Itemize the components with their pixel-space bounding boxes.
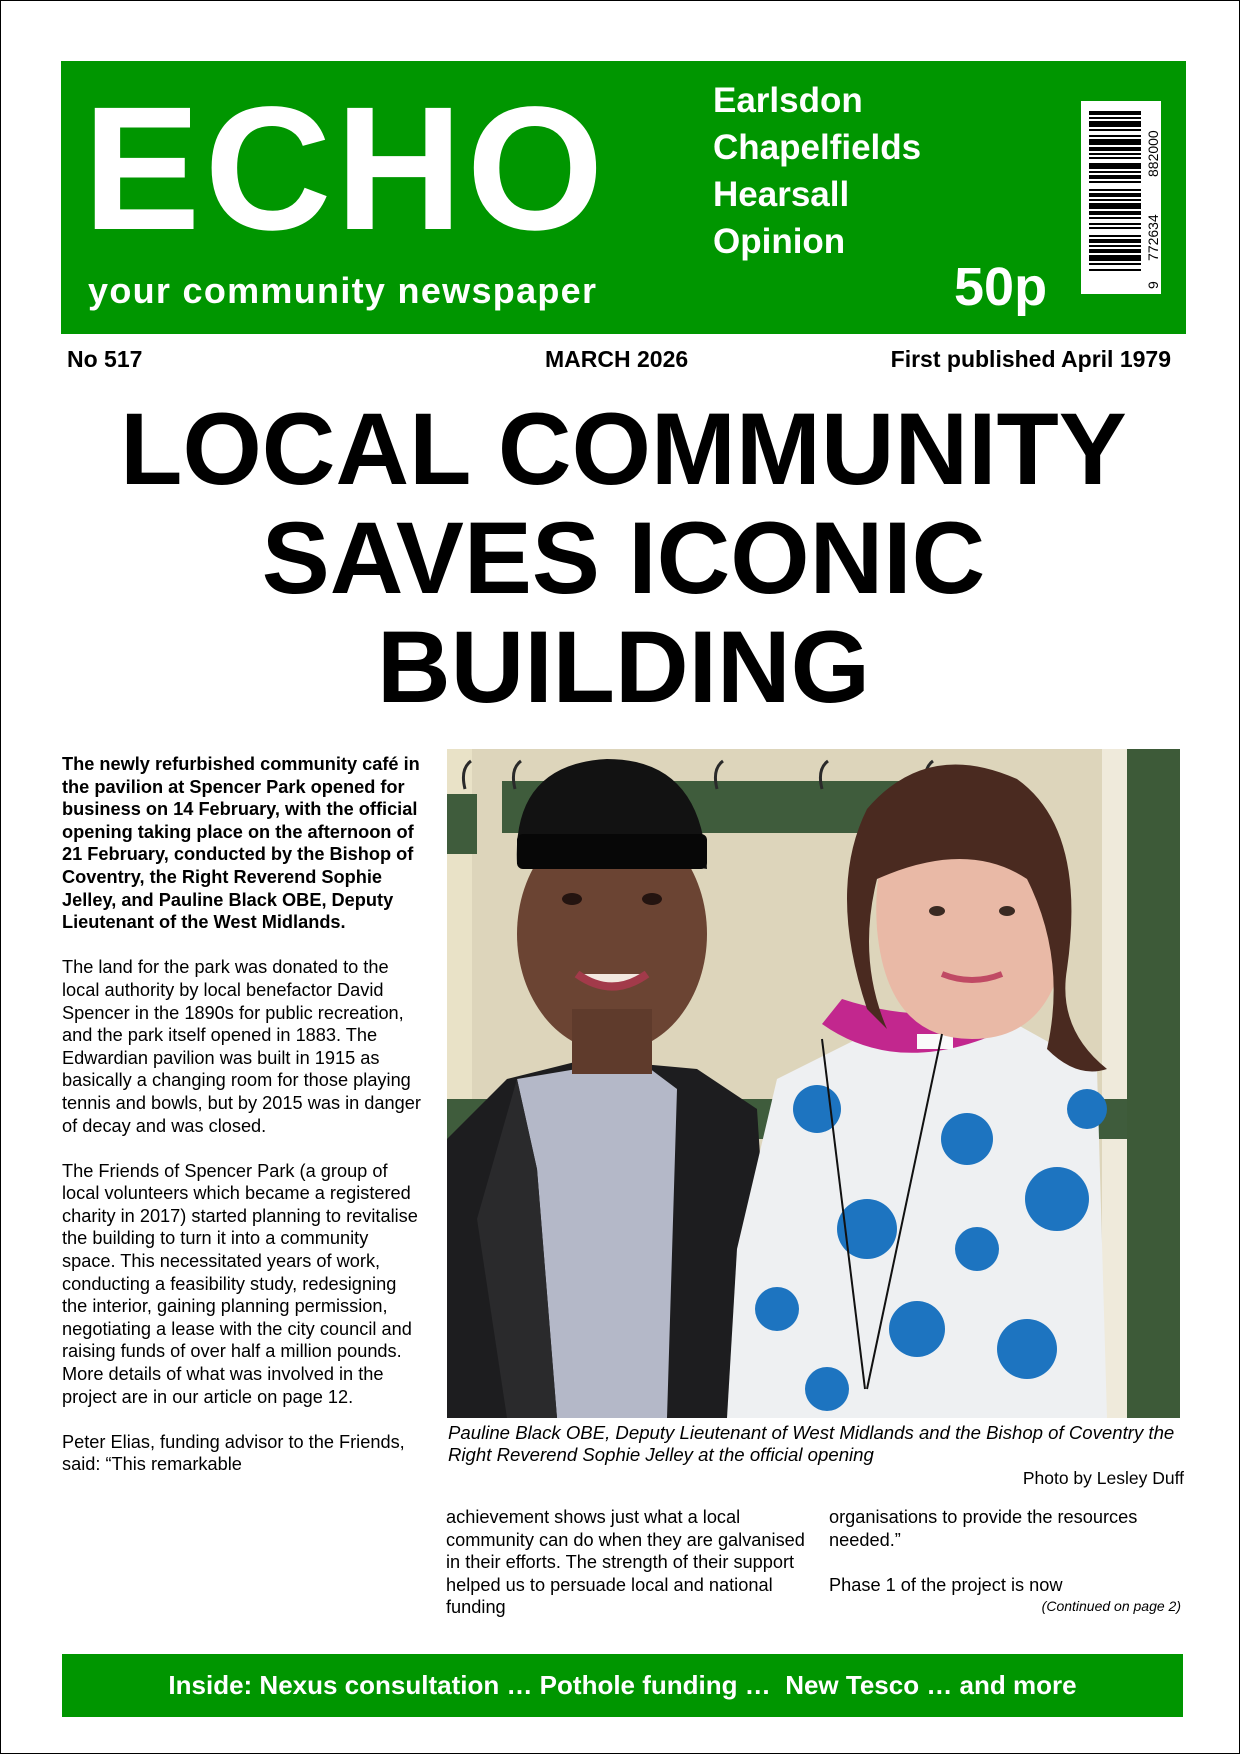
barcode-digits xyxy=(1145,111,1161,291)
article-lead: The newly refurbished community café in the pavilion at Spencer Park opened for business on 14 February, with the official opening taking place on the afternoon of 21 February, conducted by the Bishop of Coventry, the Right Reverend Sophie Jelley, and Pauline Black OBE, Deputy Lieutenant of the West Midlands. xyxy=(62,754,420,933)
article-paragraph: Peter Elias, funding advisor to the Friends, said: “This remarkable xyxy=(62,1431,405,1475)
area-list xyxy=(713,77,921,265)
photo-caption: Pauline Black OBE, Deputy Lieutenant of West Midlands and the Bishop of Coventry the Right Reverend Sophie Jelley at the official opening xyxy=(448,1422,1175,1465)
area-item: Hearsall xyxy=(713,175,850,214)
photo-credit: Photo by Lesley Duff xyxy=(1022,1468,1184,1488)
photo-illustration xyxy=(447,749,1180,1418)
article-paragraph: The Friends of Spencer Park (a group of local volunteers which became a registered charity in 2017) started planning to revitalise the building to turn it into a community space. This necessitated years of work, conducting a feasibility study, redesigning the interior, gaining planning permission, negotiating a lease with the city council and raising funds of over half a million pounds. More details of what was involved in the project are in our article on page 12. xyxy=(62,1160,418,1407)
article-paragraph: Phase 1 of the project is now xyxy=(829,1574,1063,1595)
inside-teaser-bar: Inside: Nexus consultation … Pothole funding … New Tesco … and more xyxy=(62,1654,1183,1717)
headline xyxy=(61,392,1186,724)
article-column-1 xyxy=(62,753,424,1499)
article-photo xyxy=(447,749,1180,1418)
tagline: your community newspaper xyxy=(88,270,598,311)
barcode-digits-left: 772634 xyxy=(1145,214,1161,261)
price: 50p xyxy=(954,257,1048,317)
headline-line: SAVES ICONIC xyxy=(261,501,986,615)
headline-line: LOCAL COMMUNITY xyxy=(120,392,1127,506)
area-item: Chapelfields xyxy=(713,128,922,167)
first-published: First published April 1979 xyxy=(890,346,1171,372)
masthead xyxy=(61,61,1186,334)
continued-link[interactable]: (Continued on page 2) xyxy=(1041,1598,1181,1614)
headline-line: BUILDING xyxy=(377,610,870,724)
barcode xyxy=(1081,101,1161,294)
barcode-digits-right: 882000 xyxy=(1145,130,1161,177)
issue-info-bar xyxy=(67,346,1171,376)
area-item: Opinion xyxy=(713,222,846,261)
newspaper-logo: ECHO xyxy=(83,71,608,267)
issue-number: No 517 xyxy=(67,346,143,372)
barcode-digit-prefix: 9 xyxy=(1145,281,1161,289)
area-item: Earlsdon xyxy=(713,81,863,120)
issue-date: MARCH 2026 xyxy=(545,346,689,372)
article-paragraph: achievement shows just what a local community can do when they are galvanised in their efforts. The strength of their support helped us to persuade local and national funding xyxy=(446,1507,805,1618)
article-paragraph: organisations to provide the resources needed.” xyxy=(829,1507,1138,1550)
barcode-bars-icon xyxy=(1081,101,1145,294)
article-column-2 xyxy=(446,1506,816,1642)
article-paragraph: The land for the park was donated to the local authority by local benefactor David Spencer in the 1890s for public recreation, and the park itself opened in 1883. The Edwardian pavilion was built in 1915 as basically a changing room for those playing tennis and bowls, but by 2015 was in danger of decay and was closed. xyxy=(62,957,421,1136)
